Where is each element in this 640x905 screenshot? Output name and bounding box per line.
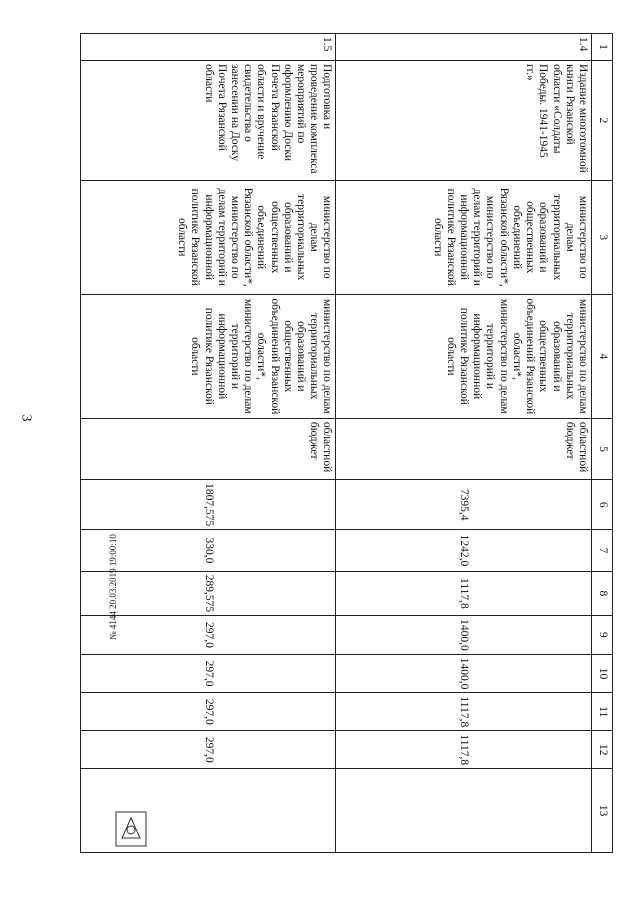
col-header: 9 [592,616,613,655]
year-value: 1117,8 [336,693,592,731]
year-value: 289,575 [81,571,337,615]
total-value: 7395,4 [336,480,592,530]
col-header: 12 [592,731,613,769]
year-value: 297,0 [81,616,337,655]
col-header: 4 [592,294,613,418]
funding-source: областной бюджет [81,418,337,479]
col-header: 3 [592,180,613,294]
col-header: 5 [592,418,613,479]
row-number: 1.4 [336,34,592,61]
col-header: 10 [592,654,613,693]
result-cell [336,769,592,853]
signature-stamp: № 4144 20.03.2019 19:00:10 [108,534,118,640]
program-table [80,33,613,853]
rotated-table [80,33,613,853]
year-value: 1242,0 [336,530,592,571]
col-header: 1 [592,34,613,61]
col-header: 8 [592,571,613,615]
year-value: 1400,0 [336,654,592,693]
row-number: 1.5 [81,34,337,61]
col-header: 6 [592,480,613,530]
executor-cell: министерство по делам территориальных образований и общественных объединений Рязанской области*, министерство по делам территорий и информационной политике Рязанской области [336,294,592,418]
table-row [81,34,337,853]
executor-cell: министерство по делам территориальных образований и общественных объединений Рязанской области*, министерство по делам территорий и информационной политике Рязанской области [81,294,337,418]
header-row [592,34,613,853]
year-value: 297,0 [81,731,337,769]
event-name: Подготовка и проведение комплекса мероприятий по оформлению Доски Почета Рязанской области и вручение свидетельства о занесении на Доску Почета Рязанской области [81,60,337,180]
year-value: 330,0 [81,530,337,571]
table-row [336,34,592,853]
event-name: Издание многотомной книги Рязанской области «Солдаты Победы. 1941-1945 гг.» [336,60,592,180]
col-header: 13 [592,769,613,853]
responsible-cell: министерство по делам территориальных образований и общественных объединений Рязанской области*, министерство по делам территорий и информационной политике Рязанской области [81,180,337,294]
emblem-icon [114,808,148,850]
year-value: 297,0 [81,693,337,731]
year-value: 1400,0 [336,616,592,655]
total-value: 1807,575 [81,480,337,530]
table-wrapper [80,33,613,853]
col-header: 2 [592,60,613,180]
page-number: 3 [18,414,34,422]
year-value: 297,0 [81,654,337,693]
year-value: 1117,8 [336,731,592,769]
year-value: 1117,8 [336,571,592,615]
col-header: 11 [592,693,613,731]
responsible-cell: министерство по делам территориальных образований и общественных объединений Рязанской области*, министерство по делам территорий и информационной политике Рязанской области [336,180,592,294]
funding-source: областной бюджет [336,418,592,479]
col-header: 7 [592,530,613,571]
